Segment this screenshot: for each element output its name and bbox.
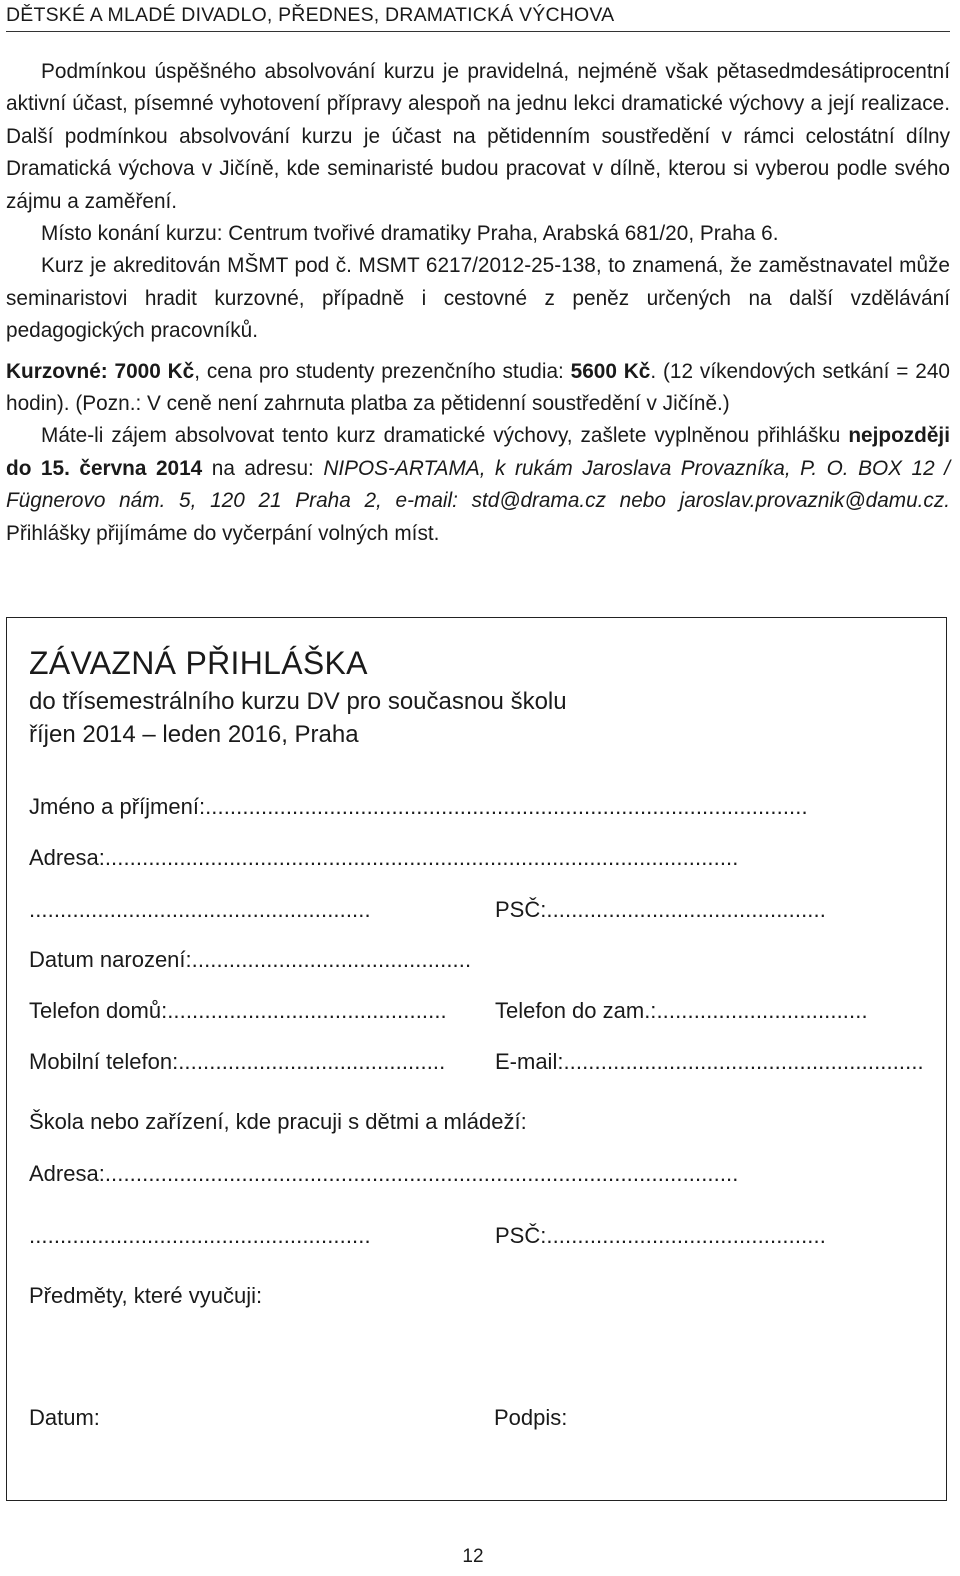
fee-student-price: 5600 Kč (570, 359, 651, 383)
school-address2-field[interactable] (29, 1222, 479, 1250)
email-dots: .......................................................... (563, 1049, 924, 1074)
paragraph-location: Místo konání kurzu: Centrum tvořivé dramatiky Praha, Arabská 681/20, Praha 6. (41, 222, 779, 246)
school-address-label: Adresa: (29, 1161, 105, 1186)
signature-label: Podpis: (494, 1405, 568, 1430)
phone-home-label: Telefon domů: (29, 998, 168, 1023)
address-label: Adresa: (29, 845, 105, 870)
page-number: 12 (462, 1546, 484, 1567)
application-address: NIPOS-ARTAMA, k rukám Jaroslava Provazníka, P. O. BOX 12 / Fügnerovo nám. 5, 120 21 Praha 2, e-mail: std@drama.cz nebo jaroslav.provaznik@damu.cz. (6, 456, 950, 513)
name-label: Jméno a příjmení: (29, 794, 206, 819)
address-field[interactable] (29, 844, 929, 872)
date-field[interactable] (29, 1404, 329, 1432)
address2-field[interactable] (29, 896, 479, 924)
form-subtitle: do třísemestrálního kurzu DV pro současnou školu (29, 688, 567, 715)
phone-work-field[interactable] (495, 997, 929, 1025)
paragraph-application (6, 420, 950, 550)
mobile-field[interactable] (29, 1048, 479, 1076)
application-text: Máte-li zájem absolvovat tento kurz dramatické výchovy, zašlete vyplněnou přihlášku (41, 424, 841, 448)
psc-dots: ............................................. (546, 897, 826, 922)
school-heading: Škola nebo zařízení, kde pracuji s dětmi a mládeží: (29, 1109, 527, 1134)
paragraph-conditions: Podmínkou úspěšného absolvování kurzu je pravidelná, nejméně však pětasedmdesátiprocentní aktivní účast, písemné vyhotovení přípravy alespoň na jednu lekci dramatické výchovy a její realizace. Další podmínkou absolvování kurzu je účast na pětidenním soustředění v rámci celostátní dílny Dramatická výchova v Jičíně, kde seminaristé budou pracovat v dílně, kterou si vyberou podle svého zájmu a zaměření. (6, 60, 950, 213)
form-title: ZÁVAZNÁ PŘIHLÁŠKA (29, 645, 368, 681)
school-psc-field[interactable] (495, 1222, 929, 1250)
dob-dots: ............................................. (191, 947, 472, 972)
address-dots: ...................................................................................................... (104, 845, 739, 870)
school-address-field[interactable] (29, 1160, 929, 1188)
course-description (6, 56, 950, 550)
phone-home-field[interactable] (29, 997, 479, 1025)
paragraph-fee (6, 356, 950, 421)
section-header: DĚTSKÉ A MLADÉ DIVADLO, PŘEDNES, DRAMATICKÁ VÝCHOVA (6, 2, 950, 32)
name-field[interactable] (29, 793, 929, 821)
signature-field[interactable] (494, 1404, 794, 1432)
fee-note: . (12 víkendových setkání = 240 hodin). (Pozn.: V ceně není zahrnuta platba za pětidenní soustředění v Jičíně.) (6, 359, 950, 416)
email-label: E-mail: (495, 1049, 564, 1074)
school-address2-dots: ....................................................... (29, 1223, 371, 1248)
date-label: Datum: (29, 1405, 100, 1430)
school-address-dots: ...................................................................................................... (104, 1161, 739, 1186)
paragraph-accreditation: Kurz je akreditován MŠMT pod č. MSMT 6217/2012-25-138, to znamená, že zaměstnavatel může seminaristovi hradit kurzovné, případně i cestovné z peněz určených na další vzdělávání pedagogických pracovníků. (6, 254, 950, 343)
mobile-label: Mobilní telefon: (29, 1049, 179, 1074)
mobile-dots: ........................................... (178, 1049, 446, 1074)
application-deadline: nejpozději do 15. června 2014 (6, 424, 950, 480)
phone-work-dots: .................................. (656, 998, 868, 1023)
application-address-label: na adresu: (211, 456, 314, 480)
psc-label: PSČ: (495, 897, 547, 922)
dob-label: Datum narození: (29, 947, 192, 972)
phone-work-label: Telefon do zam.: (495, 998, 657, 1023)
fee-text: , cena pro studenty prezenčního studia: (194, 359, 564, 383)
address2-dots: ....................................................... (29, 897, 371, 922)
form-dates: říjen 2014 – leden 2016, Praha (29, 721, 359, 748)
dob-field[interactable] (29, 946, 479, 974)
application-end: Přihlášky přijímáme do vyčerpání volných míst. (6, 521, 440, 545)
subjects-field[interactable] (29, 1282, 929, 1310)
email-field[interactable] (495, 1048, 929, 1076)
school-psc-label: PSČ: (495, 1223, 547, 1248)
fee-price: 7000 Kč (114, 359, 195, 383)
name-dots: ................................................................................................. (205, 794, 808, 819)
application-form (6, 617, 947, 1501)
fee-label: Kurzovné: (6, 359, 108, 383)
phone-home-dots: ............................................. (167, 998, 447, 1023)
psc-field[interactable] (495, 896, 929, 924)
subjects-label: Předměty, které vyučuji: (29, 1283, 263, 1308)
school-psc-dots: ............................................. (546, 1223, 826, 1248)
